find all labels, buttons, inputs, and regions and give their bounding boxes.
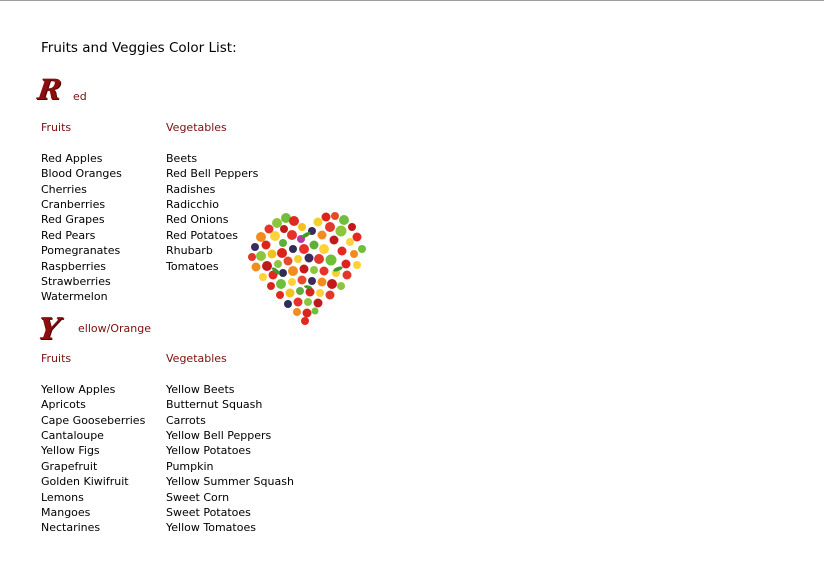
list-item: Red Pears [41, 228, 96, 242]
yellow-vegetables-header: Vegetables [166, 352, 227, 365]
yellow-fruits-header: Fruits [41, 352, 72, 365]
red-vegetables-column [166, 120, 258, 274]
yellow-fruits-column [41, 351, 145, 536]
list-item: Radicchio [166, 197, 220, 211]
list-item: Grapefruit [41, 459, 98, 473]
section-heading-yellow-orange [35, 312, 278, 348]
red-vegetables-header: Vegetables [166, 121, 227, 134]
list-item: Raspberries [41, 259, 107, 273]
red-fruits-header: Fruits [41, 121, 72, 134]
list-item: Yellow Beets [166, 382, 235, 396]
heart-fruit-dots [248, 212, 366, 325]
list-item: Yellow Potatoes [166, 444, 251, 458]
red-fruits-column [41, 120, 122, 305]
list-item: Yellow Summer Squash [166, 475, 294, 489]
list-item: Blood Oranges [41, 167, 122, 181]
list-item: Lemons [41, 490, 84, 504]
list-item: Tomatoes [166, 259, 219, 273]
list-item: Red Potatoes [166, 228, 238, 242]
drop-cap-letter-r: R [35, 73, 64, 106]
list-item: Mangoes [41, 505, 91, 519]
list-item: Cantaloupe [41, 428, 104, 442]
list-item: Watermelon [41, 290, 108, 304]
list-item: Sweet Corn [166, 490, 230, 504]
list-item: Sweet Potatoes [166, 505, 251, 519]
list-item: Red Apples [41, 151, 103, 165]
list-item: Carrots [166, 413, 206, 427]
section-heading-red [35, 73, 278, 106]
list-item: Cherries [41, 182, 87, 196]
section-heading-yellow-rest: ellow/Orange [78, 322, 151, 335]
list-item: Radishes [166, 182, 216, 196]
list-item: Strawberries [41, 274, 111, 288]
list-item: Red Onions [166, 213, 229, 227]
list-item: Golden Kiwifruit [41, 475, 129, 489]
page-top-border [0, 0, 824, 1]
list-item: Butternut Squash [166, 398, 263, 412]
list-item: Yellow Apples [41, 382, 116, 396]
fruit-heart-image [246, 209, 368, 327]
document-title: Fruits and Veggies Color List: [41, 40, 237, 56]
list-item: Cape Gooseberries [41, 413, 146, 427]
list-item: Yellow Bell Peppers [166, 428, 272, 442]
list-item: Pumpkin [166, 459, 214, 473]
list-item: Nectarines [41, 521, 101, 535]
list-item: Pomegranates [41, 244, 121, 258]
section-heading-red-rest: ed [73, 90, 87, 103]
yellow-vegetables-column [166, 351, 294, 536]
list-item: Red Grapes [41, 213, 105, 227]
list-item: Yellow Figs [41, 444, 100, 458]
list-item: Cranberries [41, 197, 106, 211]
list-item: Apricots [41, 398, 86, 412]
list-item: Rhubarb [166, 244, 213, 258]
drop-cap-letter-y: Y [35, 312, 62, 347]
list-item: Red Bell Peppers [166, 167, 259, 181]
list-item: Beets [166, 151, 198, 165]
list-item: Yellow Tomatoes [166, 521, 256, 535]
